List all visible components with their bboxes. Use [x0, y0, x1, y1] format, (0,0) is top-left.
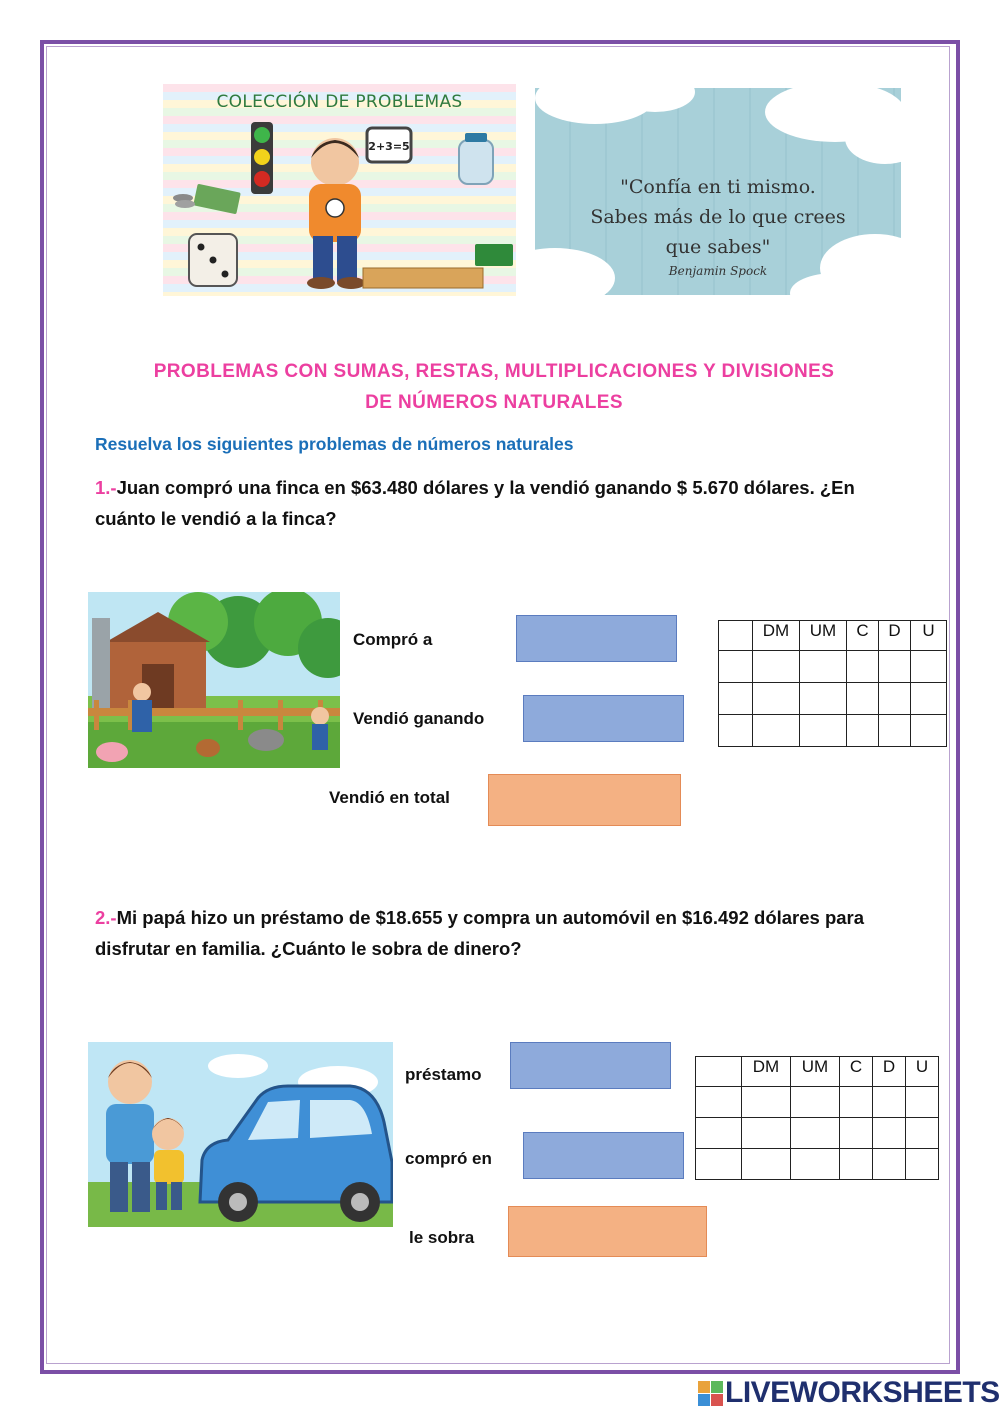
answer-earned-input[interactable]: [523, 695, 684, 742]
pv1-cell[interactable]: [879, 715, 911, 747]
pv2-cell[interactable]: [696, 1118, 742, 1149]
pv2-header-d: D: [873, 1057, 906, 1087]
pv1-cell[interactable]: [847, 651, 879, 683]
pv2-cell[interactable]: [791, 1149, 840, 1180]
pv2-cell[interactable]: [840, 1087, 873, 1118]
pv2-cell[interactable]: [906, 1149, 939, 1180]
title-line-1: PROBLEMAS CON SUMAS, RESTAS, MULTIPLICACIONES Y DIVISIONES: [153, 361, 835, 382]
pv1-cell[interactable]: [719, 651, 753, 683]
pv2-cell[interactable]: [873, 1149, 906, 1180]
pv1-cell[interactable]: [879, 683, 911, 715]
pv1-cell[interactable]: [719, 683, 753, 715]
pv2-header-u: U: [906, 1057, 939, 1087]
quote-line-3: que sabes": [665, 236, 771, 258]
pv1-header-d: D: [879, 621, 911, 651]
quote-banner: [535, 88, 901, 295]
pv1-cell[interactable]: [879, 651, 911, 683]
pv1-header-dm: DM: [753, 621, 800, 651]
pv1-cell[interactable]: [847, 683, 879, 715]
pv1-cell[interactable]: [753, 651, 800, 683]
place-value-table-2: [695, 1056, 939, 1180]
problems-collection-banner: [163, 84, 516, 296]
farm-illustration: [88, 592, 340, 768]
problem-1-statement: [95, 472, 885, 534]
pv2-cell[interactable]: [791, 1087, 840, 1118]
pv2-cell[interactable]: [840, 1149, 873, 1180]
pv1-header-um: UM: [800, 621, 847, 651]
pv2-header-blank: [696, 1057, 742, 1087]
pv2-cell[interactable]: [873, 1118, 906, 1149]
pv1-cell[interactable]: [753, 715, 800, 747]
label-bought-car: compró en: [405, 1149, 492, 1168]
pv1-cell[interactable]: [719, 715, 753, 747]
answer-total-input[interactable]: [488, 774, 681, 826]
label-total: Vendió en total: [329, 788, 450, 807]
liveworksheets-logo[interactable]: [698, 1376, 1000, 1410]
answer-bought-input[interactable]: [516, 615, 677, 662]
quote-text: [535, 172, 901, 262]
place-value-table-1: [718, 620, 947, 747]
label-bought: Compró a: [353, 630, 433, 649]
problem-1-text: Juan compró una finca en $63.480 dólares y la vendió ganando $ 5.670 dólares. ¿En cuánto le vendió a la finca?: [95, 477, 855, 529]
pv1-cell[interactable]: [911, 651, 947, 683]
family-car-illustration: [88, 1042, 393, 1227]
instructions: Resuelva los siguientes problemas de números naturales: [95, 434, 574, 454]
pv2-cell[interactable]: [906, 1087, 939, 1118]
label-earned: Vendió ganando: [353, 709, 485, 728]
problem-2-text: Mi papá hizo un préstamo de $18.655 y compra un automóvil en $16.492 dólares para disfrutar en familia. ¿Cuánto le sobra de dinero?: [95, 907, 865, 959]
pv1-cell[interactable]: [800, 651, 847, 683]
pv2-cell[interactable]: [696, 1087, 742, 1118]
pv1-cell[interactable]: [911, 683, 947, 715]
label-loan: préstamo: [405, 1065, 482, 1084]
brand-name: LIVEWORKSHEETS: [725, 1376, 1000, 1409]
pv1-cell[interactable]: [800, 715, 847, 747]
pv1-header-blank: [719, 621, 753, 651]
answer-loan-input[interactable]: [510, 1042, 671, 1089]
answer-car-price-input[interactable]: [523, 1132, 684, 1179]
pv2-cell[interactable]: [873, 1087, 906, 1118]
banner-title: COLECCIÓN DE PROBLEMAS: [216, 92, 463, 112]
pv1-cell[interactable]: [911, 715, 947, 747]
problem-2-number: 2.-: [95, 907, 117, 928]
pv2-cell[interactable]: [696, 1149, 742, 1180]
problem-2-statement: [95, 902, 885, 964]
label-left-over: le sobra: [409, 1228, 475, 1247]
pv1-cell[interactable]: [800, 683, 847, 715]
worksheet-title: [90, 356, 898, 418]
problem-1-number: 1.-: [95, 477, 117, 498]
answer-left-over-input[interactable]: [508, 1206, 707, 1257]
pv2-header-um: UM: [791, 1057, 840, 1087]
pv2-cell[interactable]: [906, 1118, 939, 1149]
pv2-cell[interactable]: [742, 1087, 791, 1118]
pv1-cell[interactable]: [847, 715, 879, 747]
pv2-cell[interactable]: [840, 1118, 873, 1149]
pv1-header-c: C: [847, 621, 879, 651]
pv2-cell[interactable]: [742, 1118, 791, 1149]
pv2-header-c: C: [840, 1057, 873, 1087]
pv1-cell[interactable]: [753, 683, 800, 715]
quote-line-2: Sabes más de lo que crees: [590, 206, 846, 228]
pv2-header-dm: DM: [742, 1057, 791, 1087]
boy-with-slate-illustration: [163, 84, 516, 296]
quote-line-1: "Confía en ti mismo.: [620, 176, 816, 198]
pv2-cell[interactable]: [742, 1149, 791, 1180]
brand-mark-icon: [698, 1381, 723, 1406]
pv1-header-u: U: [911, 621, 947, 651]
quote-author: Benjamin Spock: [668, 264, 768, 278]
pv2-cell[interactable]: [791, 1118, 840, 1149]
slate-text: 2+3=5: [368, 140, 410, 153]
title-line-2: DE NÚMEROS NATURALES: [365, 392, 623, 413]
